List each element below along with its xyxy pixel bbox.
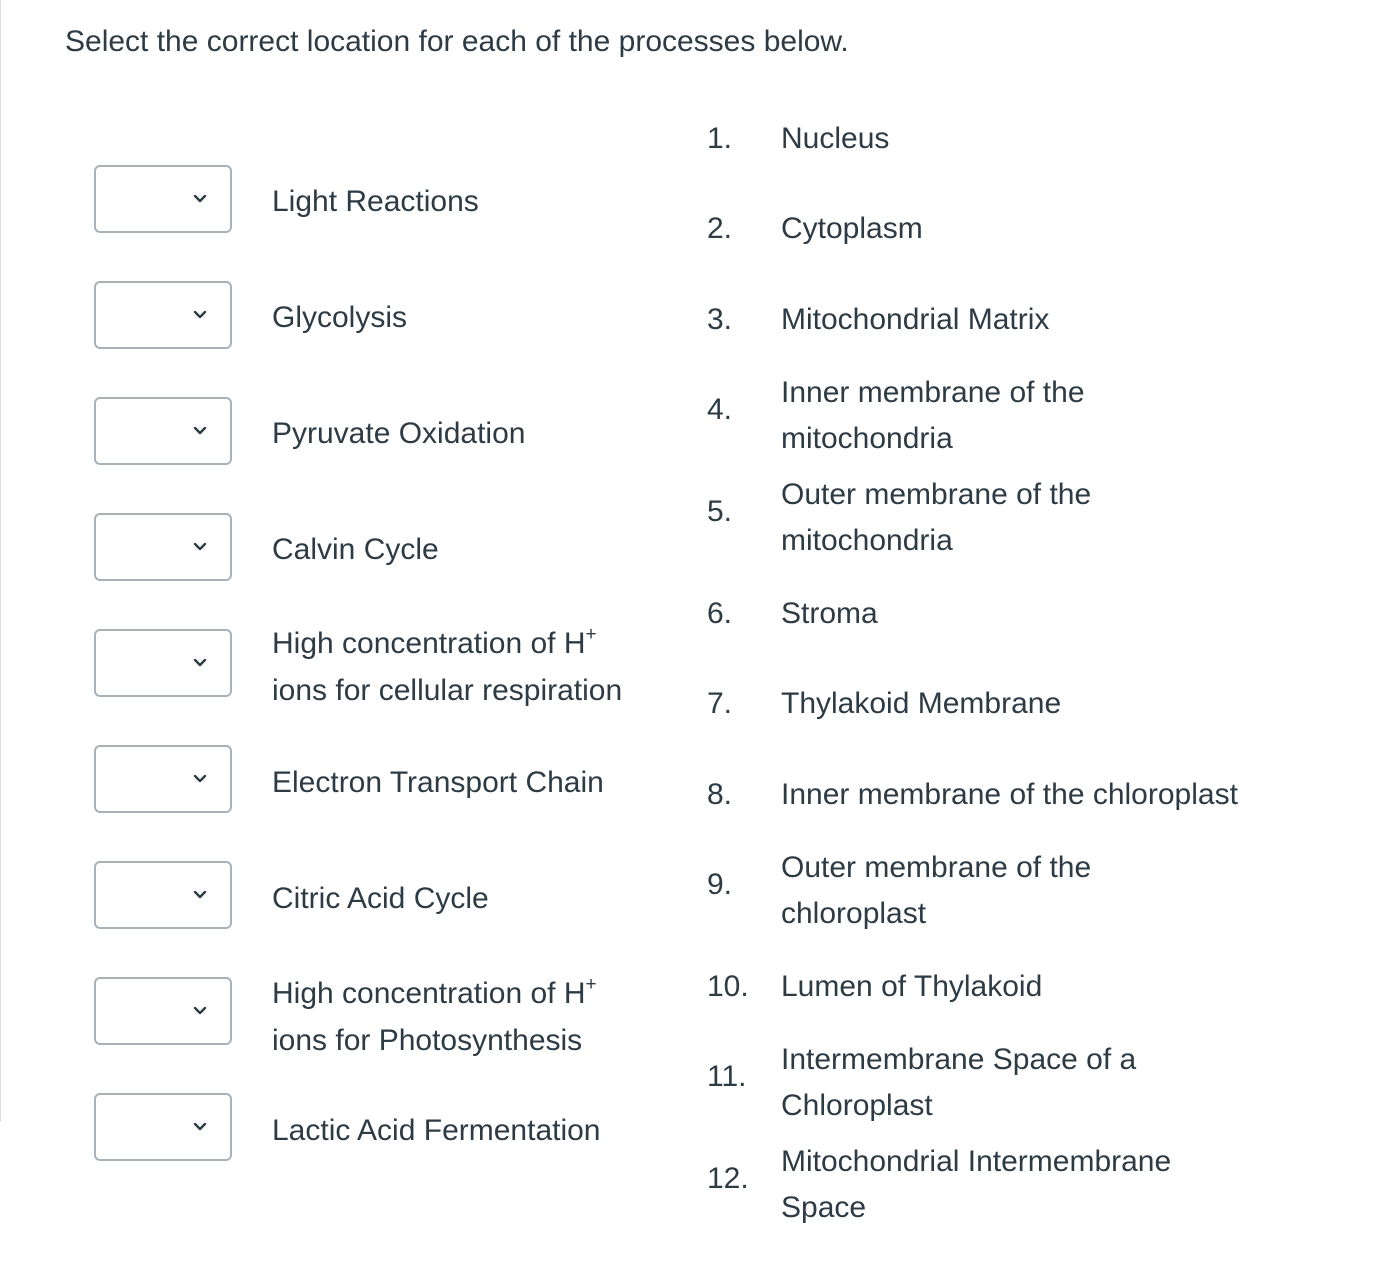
chevron-down-icon (192, 307, 208, 323)
location-number: 5. (707, 495, 733, 528)
location-number: 10. (707, 970, 749, 1003)
location-text: Intermembrane Space of a Chloroplast (781, 1043, 1137, 1122)
location-dropdown-electron-transport-chain[interactable] (94, 745, 232, 813)
chevron-down-icon (192, 539, 208, 555)
location-dropdown-h-ions-respiration[interactable] (94, 629, 232, 697)
location-number: 11. (707, 1060, 747, 1093)
process-label-line1: High concentration of H (272, 977, 586, 1010)
location-dropdown-pyruvate-oxidation[interactable] (94, 397, 232, 465)
location-text: Lumen of Thylakoid (781, 970, 1043, 1003)
location-number: 8. (707, 778, 733, 811)
process-label-line1: High concentration of H (272, 627, 586, 660)
chevron-down-icon (192, 423, 208, 439)
location-text: Mitochondrial Matrix (781, 303, 1050, 336)
location-dropdown-citric-acid-cycle[interactable] (94, 861, 232, 929)
location-text: Nucleus (781, 122, 890, 155)
process-label: Pyruvate Oxidation (272, 417, 526, 450)
process-label (272, 620, 622, 714)
location-number: 2. (707, 212, 733, 245)
process-label: Light Reactions (272, 185, 479, 218)
process-label: Lactic Acid Fermentation (272, 1114, 601, 1147)
left-edge-divider (0, 0, 1, 1122)
location-text: Cytoplasm (781, 212, 923, 245)
process-label (272, 970, 597, 1064)
chevron-down-icon (192, 655, 208, 671)
location-text: Inner membrane of the chloroplast (781, 778, 1238, 811)
location-number: 9. (707, 868, 733, 901)
superscript-plus: + (585, 624, 597, 645)
location-number: 4. (707, 393, 733, 426)
location-text: Stroma (781, 597, 878, 630)
location-number: 7. (707, 687, 733, 720)
location-dropdown-calvin-cycle[interactable] (94, 513, 232, 581)
location-number: 6. (707, 597, 733, 630)
location-text: Outer membrane of the mitochondria (781, 478, 1092, 557)
location-text: Thylakoid Membrane (781, 687, 1062, 720)
chevron-down-icon (192, 1119, 208, 1135)
instruction-text: Select the correct location for each of the processes below. (65, 25, 849, 58)
chevron-down-icon (192, 771, 208, 787)
superscript-plus: + (585, 974, 597, 995)
process-label: Citric Acid Cycle (272, 882, 489, 915)
process-label-line2: ions for cellular respiration (272, 674, 623, 707)
location-text: Outer membrane of the chloroplast (781, 851, 1092, 930)
process-label-line2: ions for Photosynthesis (272, 1024, 583, 1057)
location-text: Inner membrane of the mitochondria (781, 376, 1085, 455)
location-dropdown-h-ions-photosynthesis[interactable] (94, 977, 232, 1045)
chevron-down-icon (192, 191, 208, 207)
location-number: 3. (707, 303, 733, 336)
process-label: Calvin Cycle (272, 533, 439, 566)
process-label: Electron Transport Chain (272, 766, 604, 799)
chevron-down-icon (192, 887, 208, 903)
location-text: Mitochondrial Intermembrane Space (781, 1145, 1172, 1224)
location-number: 12. (707, 1162, 749, 1195)
chevron-down-icon (192, 1003, 208, 1019)
process-label: Glycolysis (272, 301, 408, 334)
location-number: 1. (707, 122, 733, 155)
location-dropdown-lactic-acid-fermentation[interactable] (94, 1093, 232, 1161)
location-dropdown-light-reactions[interactable] (94, 165, 232, 233)
location-dropdown-glycolysis[interactable] (94, 281, 232, 349)
